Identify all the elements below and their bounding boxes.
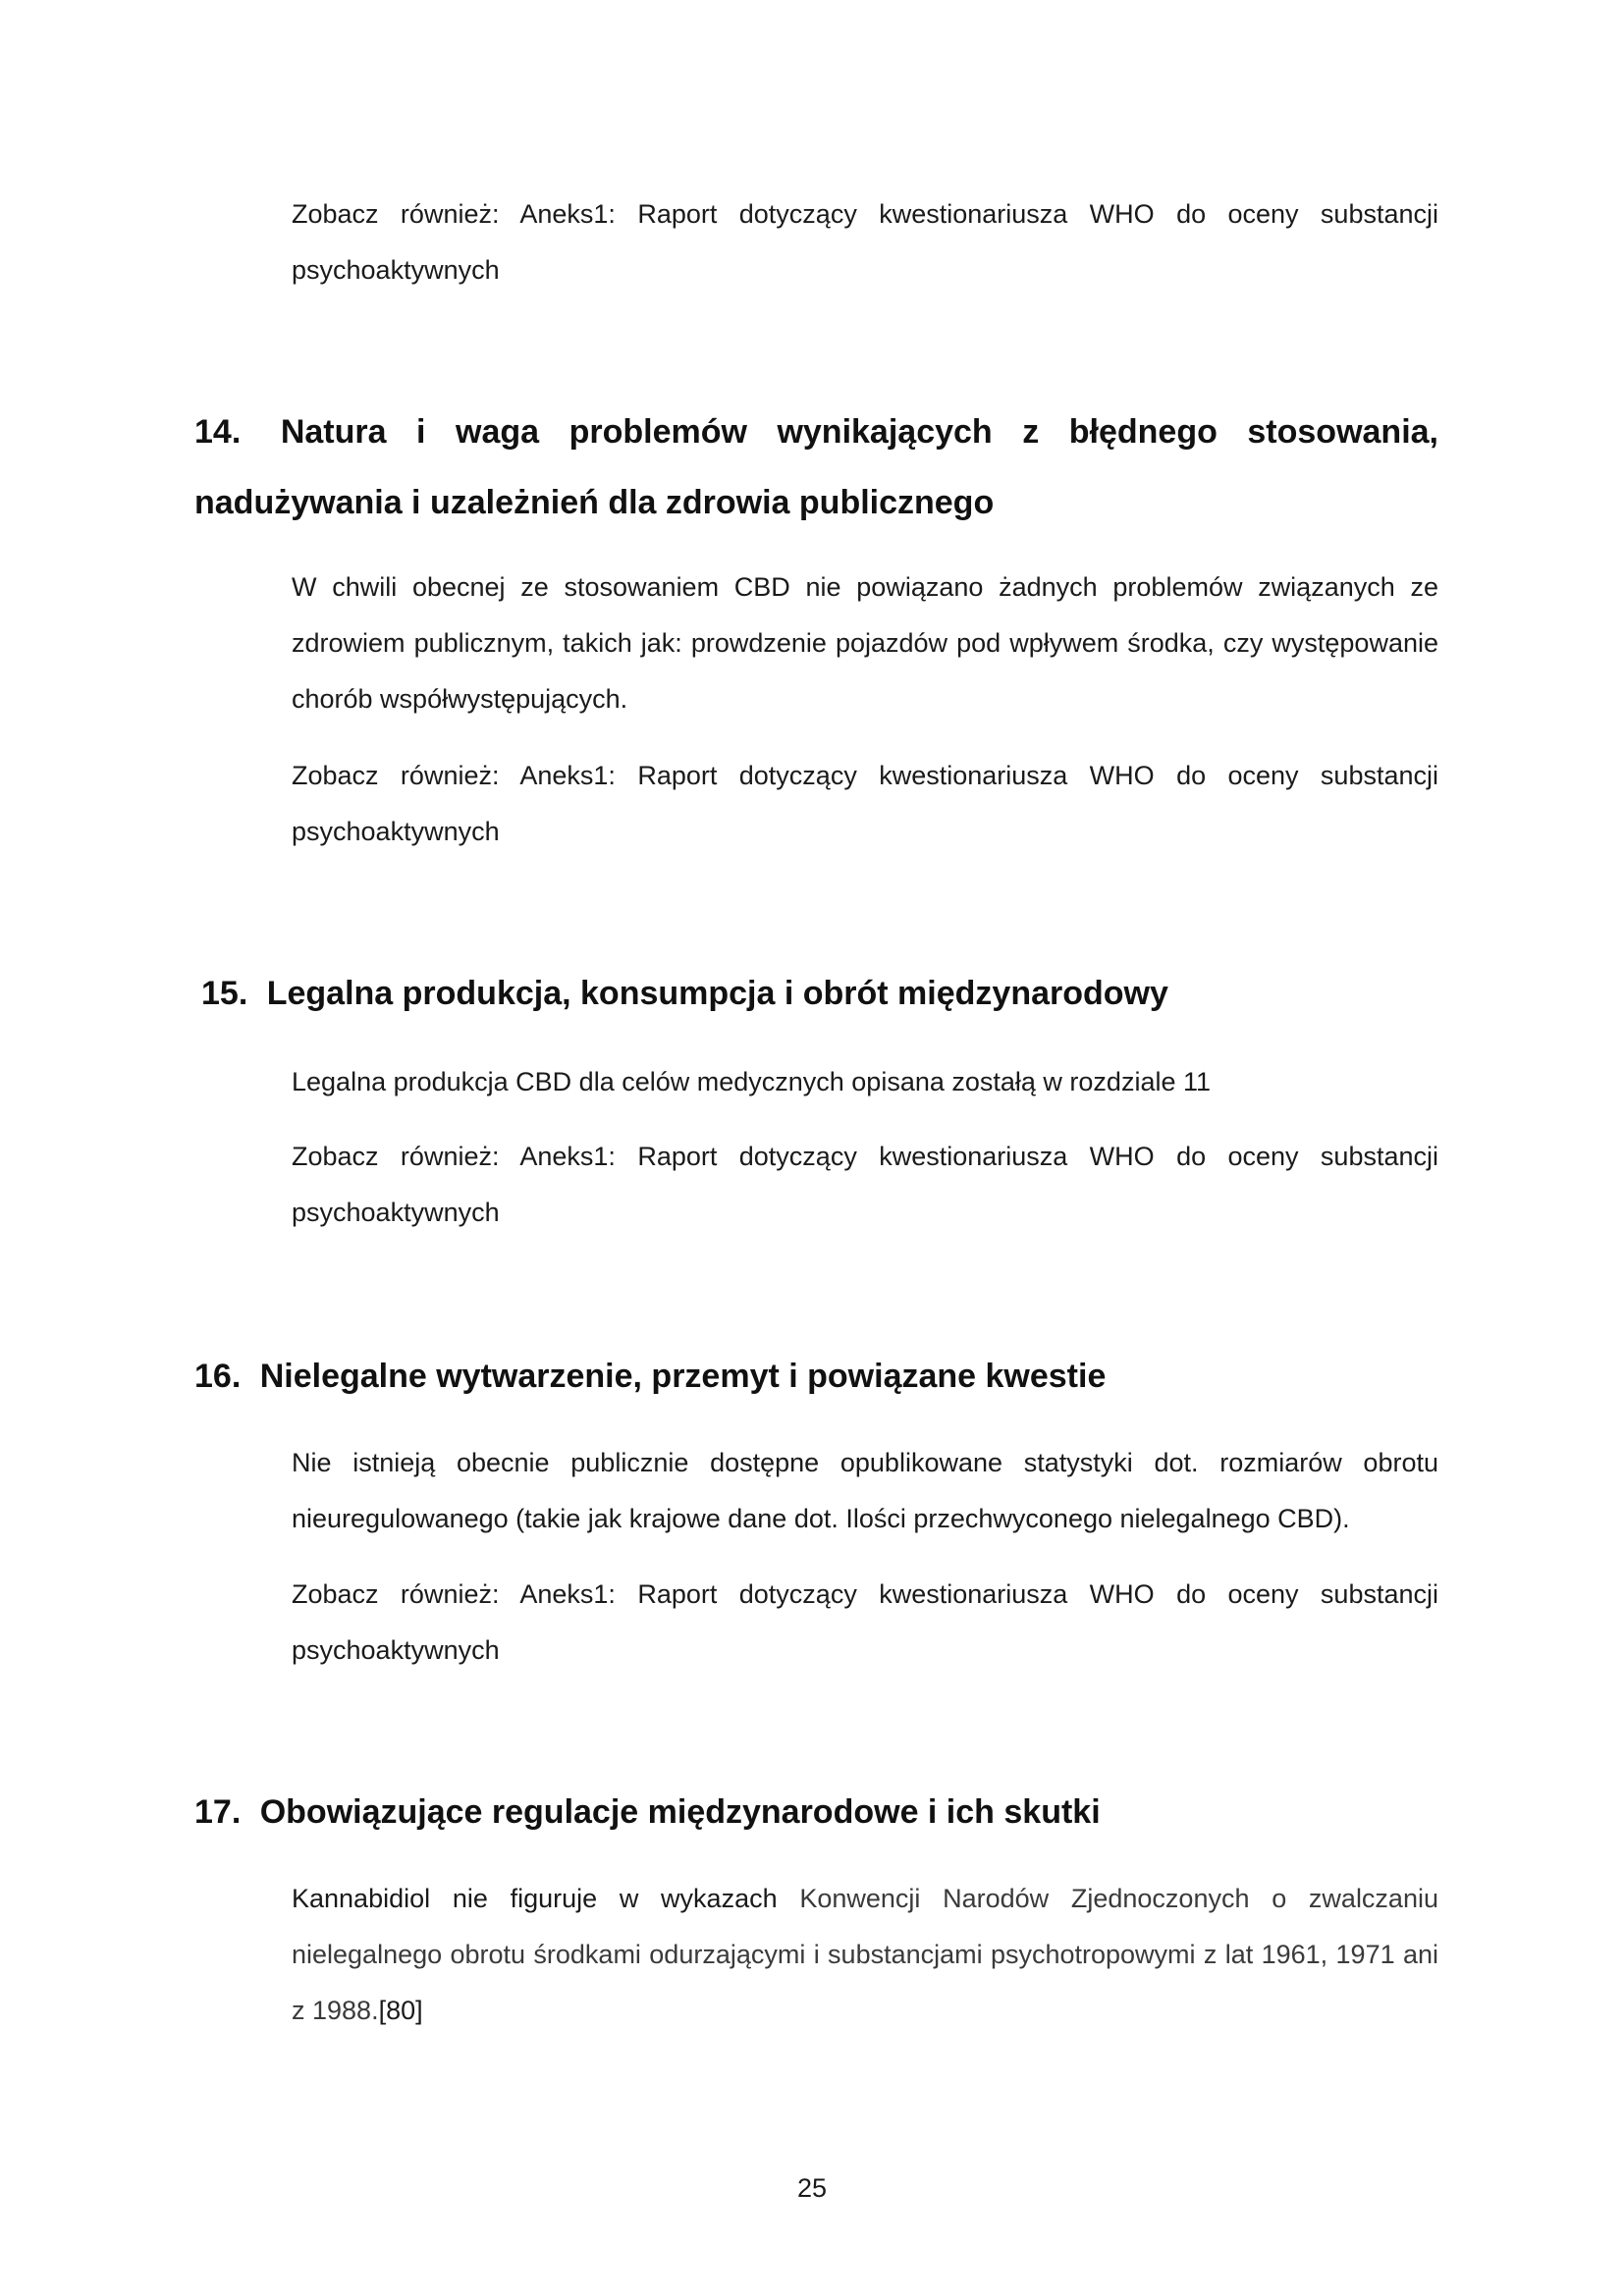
section-title: Legalna produkcja, konsumpcja i obrót międzynarodowy xyxy=(266,975,1168,1012)
body-rest: Konwencji Narodów Zjednoczonych o zwalczaniu nielegalnego obrotu środkami odurzającymi i substancjami psychotropowymi z lat 1961, 1971 ani z 1988. xyxy=(292,1884,1438,2025)
section-title: Nielegalne wytwarzenie, przemyt i powiązane kwestie xyxy=(259,1358,1107,1395)
section-title: Obowiązujące regulacje międzynarodowe i ich skutki xyxy=(259,1793,1101,1831)
section-heading-14 xyxy=(194,397,1438,538)
body-lead: Kannabidiol nie figuruje w wykazach xyxy=(292,1884,778,1913)
section-number: 14. xyxy=(194,413,242,451)
section-heading-17 xyxy=(194,1777,1438,1847)
section-body xyxy=(292,1871,1438,2039)
page-number: 25 xyxy=(796,2173,828,2203)
section-number: 17. xyxy=(194,1793,242,1831)
section-heading-16 xyxy=(194,1341,1438,1412)
section-title: Natura i waga problemów wynikających z błędnego stosowania, nadużywania i uzależnień dla zdrowia publicznego xyxy=(194,413,1439,521)
section-body: Nie istnieją obecnie publicznie dostępne opublikowane statystyki dot. rozmiarów obrotu nieuregulowanego (takie jak krajowe dane dot. Ilości przechwyconego nielegalnego CBD). xyxy=(292,1448,1438,1533)
section-body: W chwili obecnej ze stosowaniem CBD nie powiązano żadnych problemów związanych ze zdrowiem publicznym, takich jak: prowdzenie pojazdów pod wpływem środka, czy występowanie chorób współwystępujących. xyxy=(292,572,1438,714)
section-body: Legalna produkcja CBD dla celów medycznych opisana zostałą w rozdziale 11 xyxy=(292,1067,1212,1096)
see-also-paragraph: Zobacz również: Aneks1: Raport dotyczący kwestionariusza WHO do oceny substancji psychoaktywnych xyxy=(292,761,1438,846)
citation-reference: [80] xyxy=(378,1996,423,2025)
section-heading-15 xyxy=(201,958,1445,1029)
section-number: 16. xyxy=(194,1358,242,1395)
section-number: 15. xyxy=(201,975,248,1012)
see-also-paragraph: Zobacz również: Aneks1: Raport dotyczący kwestionariusza WHO do oceny substancji psychoaktywnych xyxy=(292,1579,1438,1665)
see-also-paragraph: Zobacz również: Aneks1: Raport dotyczący kwestionariusza WHO do oceny substancji psychoaktywnych xyxy=(292,1142,1438,1227)
see-also-paragraph: Zobacz również: Aneks1: Raport dotyczący kwestionariusza WHO do oceny substancji psychoaktywnych xyxy=(292,199,1438,285)
